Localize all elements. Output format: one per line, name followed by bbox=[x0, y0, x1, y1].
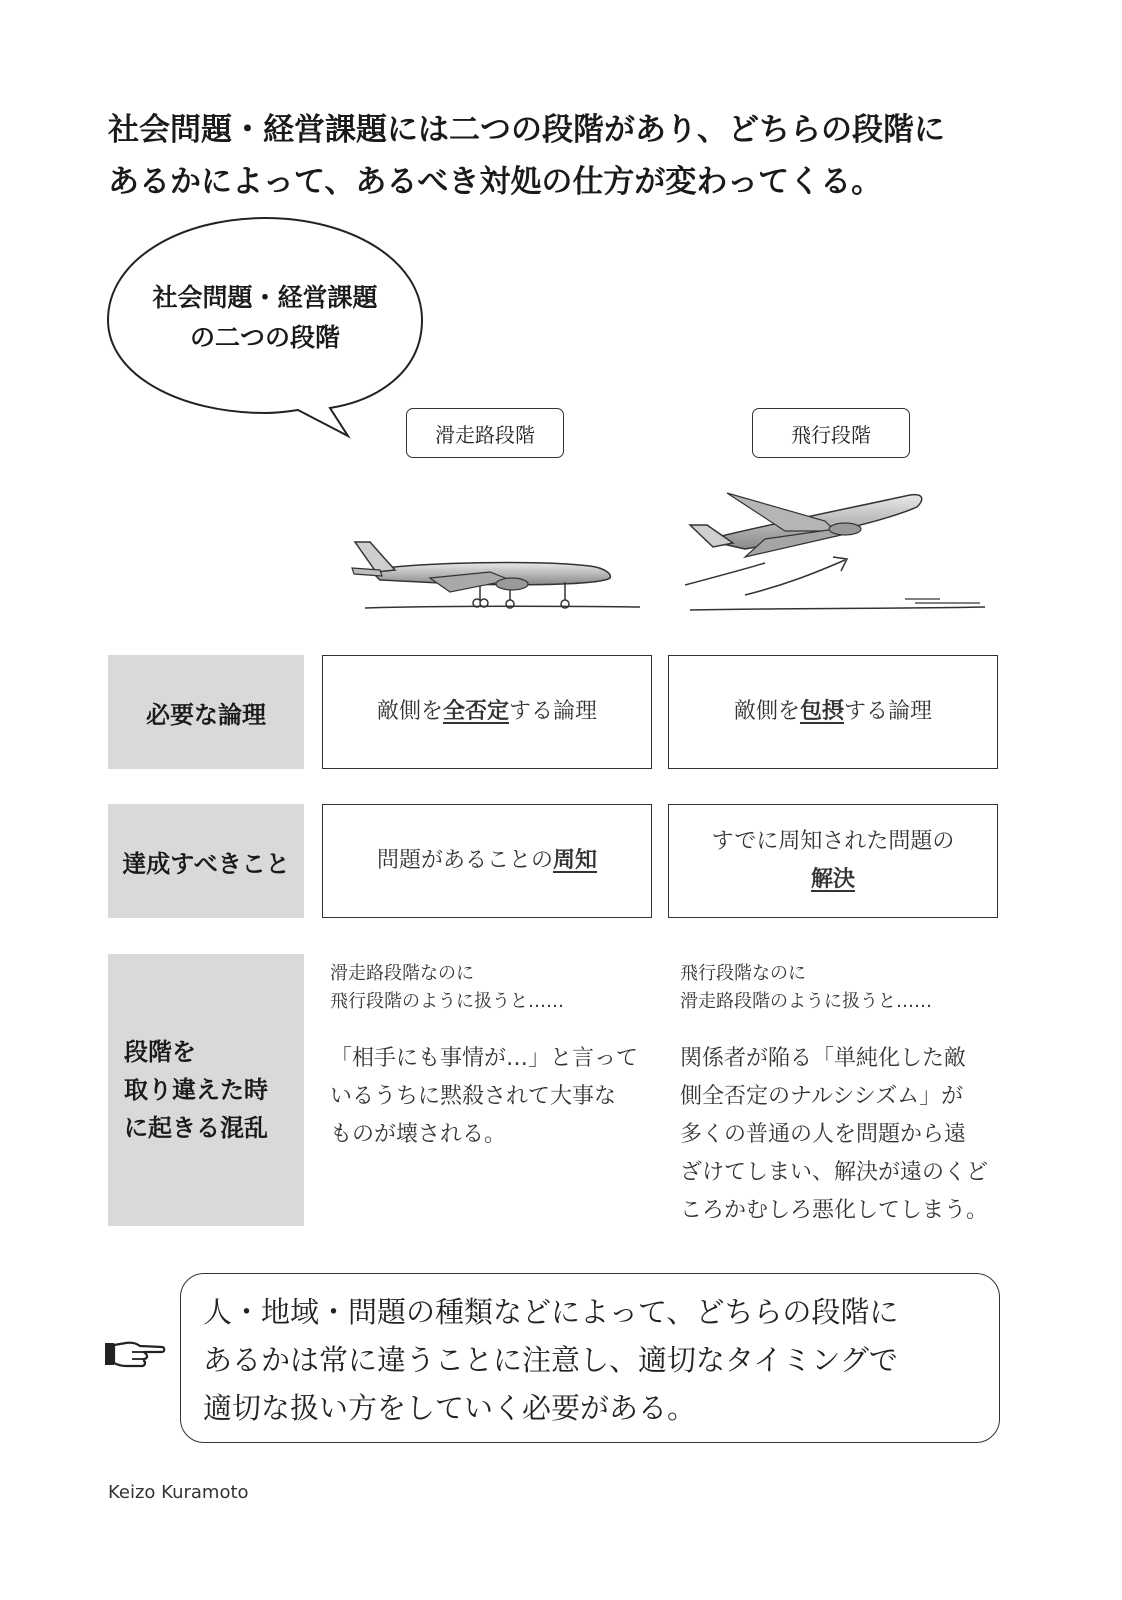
stage-label-runway: 滑走路段階 bbox=[406, 408, 564, 458]
row-header-goal: 達成すべきこと bbox=[108, 804, 304, 918]
cell-logic-flight bbox=[668, 655, 998, 769]
cell-goal-flight-pre: すでに周知された問題の bbox=[711, 829, 955, 854]
confusion-runway-intro-1: 滑走路段階なのに bbox=[330, 963, 474, 984]
confusion-runway-intro bbox=[330, 960, 564, 1016]
cell-goal-runway-pre: 問題があることの bbox=[376, 848, 553, 873]
bubble-line-1: 社会問題・経営課題 bbox=[152, 283, 378, 312]
author-credit: Keizo Kuramoto bbox=[108, 1482, 249, 1503]
plane-on-runway-icon bbox=[340, 520, 640, 630]
cell-logic-runway-pre: 敵側を bbox=[376, 699, 443, 724]
cell-goal-runway bbox=[322, 804, 652, 918]
confusion-header-line-1: 段階を bbox=[124, 1038, 196, 1066]
stage-label-flight: 飛行段階 bbox=[752, 408, 910, 458]
confusion-header-line-3: に起きる混乱 bbox=[124, 1114, 268, 1142]
confusion-flight-body-3: 多くの普通の人を問題から遠 bbox=[680, 1122, 967, 1147]
bubble-text bbox=[125, 278, 405, 358]
confusion-flight-intro-2: 滑走路段階のように扱うと…… bbox=[680, 991, 932, 1012]
plane-taking-off-icon bbox=[685, 493, 985, 610]
confusion-runway-body-1: 「相手にも事情が…」と言って bbox=[330, 1046, 639, 1071]
row-header-logic: 必要な論理 bbox=[108, 655, 304, 769]
pointing-hand-icon bbox=[104, 1337, 166, 1371]
cell-logic-runway-emph: 全否定 bbox=[442, 699, 509, 724]
confusion-flight-body-4: ざけてしまい、解決が遠のくど bbox=[680, 1160, 989, 1185]
cell-logic-flight-post: する論理 bbox=[844, 699, 933, 724]
note-line-2: あるかは常に違うことに注意し、適切なタイミングで bbox=[203, 1343, 898, 1377]
confusion-flight-intro-1: 飛行段階なのに bbox=[680, 963, 806, 984]
cell-goal-flight-emph: 解決 bbox=[810, 867, 855, 892]
confusion-runway-body-2: いるうちに黙殺されて大事な bbox=[330, 1084, 617, 1109]
cell-logic-runway bbox=[322, 655, 652, 769]
confusion-flight-intro bbox=[680, 960, 932, 1016]
confusion-runway-intro-2: 飛行段階のように扱うと…… bbox=[330, 991, 564, 1012]
note-line-1: 人・地域・問題の種類などによって、どちらの段階に bbox=[203, 1295, 899, 1329]
headline-line-1: 社会問題・経営課題には二つの段階があり、どちらの段階に bbox=[108, 112, 945, 148]
note-box bbox=[180, 1273, 1000, 1443]
confusion-header-line-2: 取り違えた時 bbox=[124, 1076, 268, 1104]
cell-logic-runway-post: する論理 bbox=[509, 699, 598, 724]
confusion-flight-body-2: 側全否定のナルシシズム」が bbox=[680, 1084, 964, 1109]
bubble-line-2: の二つの段階 bbox=[189, 323, 340, 352]
note-line-3: 適切な扱い方をしていく必要がある。 bbox=[203, 1391, 697, 1425]
confusion-runway-body bbox=[330, 1040, 638, 1154]
confusion-flight-body-1: 関係者が陥る「単純化した敵 bbox=[680, 1046, 967, 1071]
cell-goal-runway-emph: 周知 bbox=[553, 848, 598, 873]
confusion-flight-body bbox=[680, 1040, 988, 1230]
confusion-runway-body-3: ものが壊される。 bbox=[330, 1122, 507, 1147]
cell-goal-flight bbox=[668, 804, 998, 918]
headline bbox=[108, 104, 1028, 208]
headline-line-2: あるかによって、あるべき対処の仕方が変わってくる。 bbox=[108, 164, 883, 200]
row-header-confusion bbox=[108, 954, 304, 1226]
cell-logic-flight-emph: 包摂 bbox=[799, 699, 844, 724]
confusion-flight-body-5: ころかむしろ悪化してしまう。 bbox=[680, 1198, 989, 1223]
cell-logic-flight-pre: 敵側を bbox=[733, 699, 800, 724]
